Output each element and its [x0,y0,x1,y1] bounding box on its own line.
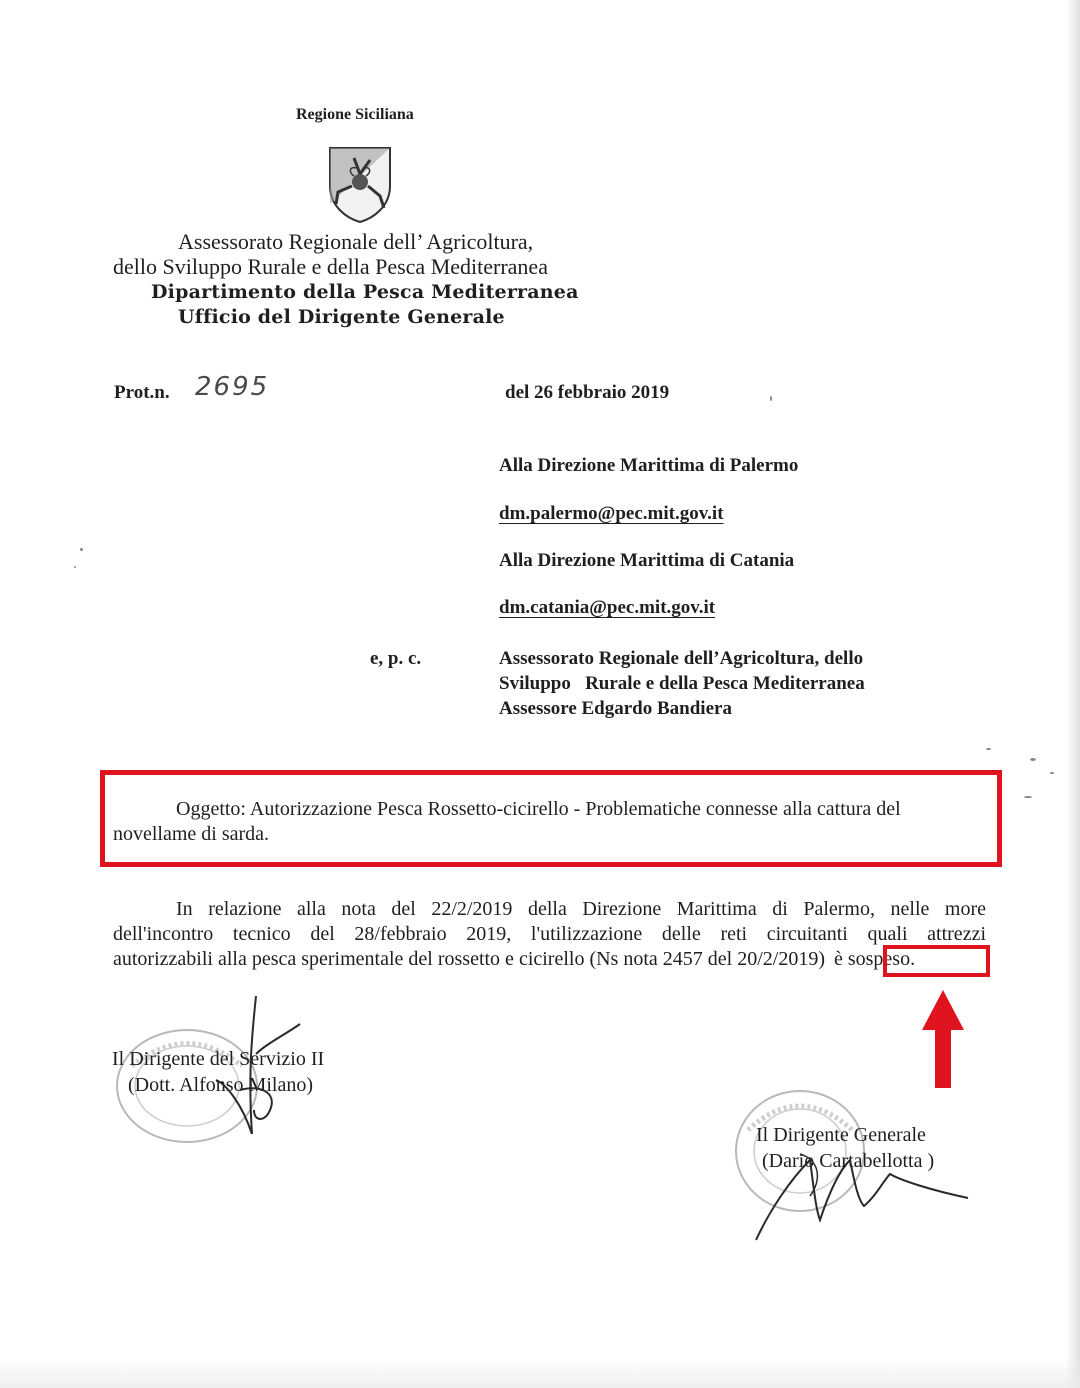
red-arrow-up-icon [922,990,964,1088]
recipient-1-name: Alla Direzione Marittima di Palermo [499,455,799,476]
protocol-date: del 26 febbraio 2019 [505,382,670,403]
header-line-1: Assessorato Regionale dell’ Agricoltura, [178,229,534,254]
scan-speck [1030,758,1036,761]
recipient-1-email: dm.palermo@pec.mit.gov.it [499,503,724,524]
page-edge-shadow [1066,0,1080,1388]
body-line-2: dell'incontro tecnico del 28/febbraio 2019, l'utilizzazione delle reti circuitanti quali attrezzi [113,923,986,945]
scan-speck [1024,796,1032,798]
scan-speck [80,548,83,551]
recipient-2-email: dm.catania@pec.mit.gov.it [499,597,716,618]
subject-line-2: novellame di sarda. [113,823,270,845]
scan-speck [986,748,991,750]
region-name: Regione Siciliana [296,106,414,123]
cc-label: e, p. c. [370,648,422,669]
header-line-2: dello Sviluppo Rurale e della Pesca Mediterranea [113,254,548,279]
body-line-3-text: autorizzabili alla pesca sperimentale del rossetto e cicirello (Ns nota 2457 del 20/2/2019) [113,948,825,970]
suspended-highlight-box [883,945,990,977]
trinacria-emblem-icon [326,146,394,224]
body-line-1: In relazione alla nota del 22/2/2019 della Direzione Marittima di Palermo, nelle more [176,898,986,920]
cc-line-2: Sviluppo Rurale e della Pesca Mediterranea [499,673,865,694]
department-name: Dipartimento della Pesca Mediterranea [151,281,579,303]
cc-line-1: Assessorato Regionale dell’Agricoltura, dello [499,648,864,669]
page-bottom-shadow [0,1358,1080,1388]
cc-line-3: Assessore Edgardo Bandiera [499,698,732,719]
scan-speck [770,396,772,401]
suspended-text: è sospeso. [833,948,916,970]
left-signature-icon [196,994,316,1144]
protocol-number: 2695 [195,372,270,402]
protocol-label: Prot.n. [114,382,170,403]
scan-speck [1050,772,1054,774]
recipient-2-name: Alla Direzione Marittima di Catania [499,550,795,571]
right-signature-icon [750,1140,974,1244]
right-signatory-title: Il Dirigente Generale [756,1124,926,1146]
office-name: Ufficio del Dirigente Generale [178,306,505,328]
right-signatory-name: (Dario Cartabellotta ) [762,1150,935,1172]
body-line-3 [113,947,915,971]
left-signatory-title: Il Dirigente del Servizio II [112,1048,325,1070]
scan-speck [74,566,76,568]
left-signatory-name: (Dott. Alfonso Milano) [128,1074,313,1096]
subject-line-1: Oggetto: Autorizzazione Pesca Rossetto-cicirello - Problematiche connesse alla cattura del [176,798,901,820]
